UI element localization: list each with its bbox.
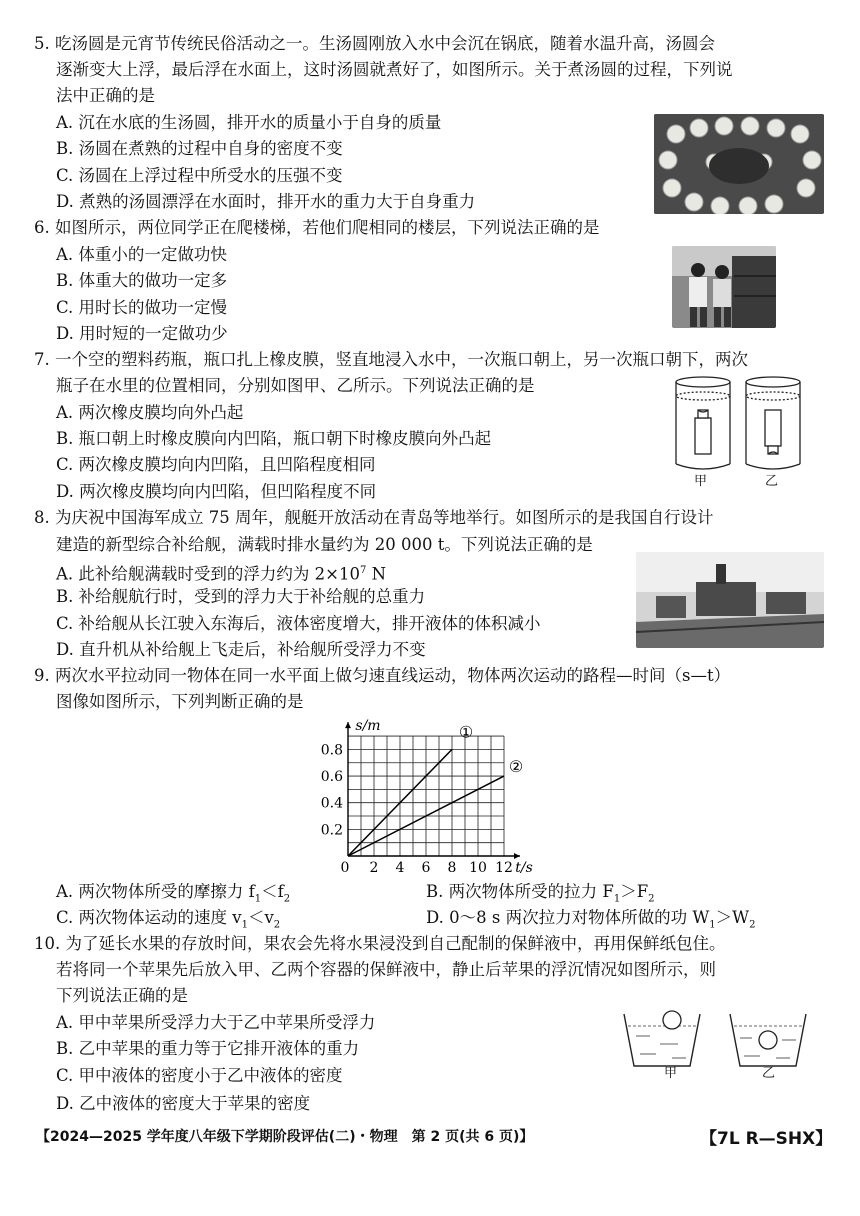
q9-option-d-sub-2: 2	[749, 919, 756, 931]
series-label-2: ②	[508, 757, 524, 777]
x-tick-label: 6	[421, 860, 431, 874]
q9-option-d-sub-1: 1	[709, 919, 716, 931]
q7-option-a: A. 两次橡皮膜均向外凸起	[56, 403, 244, 422]
supply-ship-photo	[636, 552, 824, 648]
bottle-beaker-figure	[668, 374, 808, 492]
q8-option-a-unit: N	[366, 564, 387, 584]
stairs-photo	[672, 246, 776, 328]
q9-option-a-text: A. 两次物体所受的摩擦力 f	[56, 882, 255, 901]
tangyuan-image	[654, 114, 824, 214]
q9-option-d-text: D. 0～8 s 两次拉力对物体所做的功 W	[426, 908, 710, 927]
x-tick-label: 4	[395, 860, 405, 874]
x-tick-label: 8	[447, 860, 457, 874]
x-tick-label: 10	[469, 860, 487, 874]
apple-container-figure	[620, 1010, 810, 1072]
q10-line-2: 若将同一个苹果先后放入甲、乙两个容器的保鲜液中，静止后苹果的浮沉情况如图所示，则	[56, 960, 716, 979]
q9-option-b-sub-1: 1	[613, 893, 621, 905]
q7-figure-label-jia: 甲	[694, 474, 708, 489]
origin-label: 0	[340, 860, 350, 874]
q10-option-c: C. 甲中液体的密度小于乙中液体的密度	[56, 1066, 343, 1085]
series-label-1: ①	[458, 722, 474, 742]
graph-axes	[345, 722, 520, 859]
q6-line-1: 6. 如图所示，两位同学正在爬楼梯，若他们爬相同的楼层，下列说法正确的是	[34, 218, 600, 237]
graph-grid	[348, 736, 504, 856]
q8-option-a-text: A. 此补给舰满载时受到的浮力约为 2×10	[56, 564, 360, 584]
q5-line-2: 逐渐变大上浮，最后浮在水面上，这时汤圆就煮好了，如图所示。关于煮汤圆的过程，下列说	[56, 60, 733, 79]
paper-code: 【7L R—SHX】	[700, 1129, 833, 1149]
q7-option-c: C. 两次橡皮膜均向内凹陷，且凹陷程度相同	[56, 455, 376, 474]
q9-option-c-text: C. 两次物体运动的速度 v	[56, 908, 242, 927]
q9-option-c-sub-2: 2	[273, 919, 281, 931]
q10-figure-label-yi: 乙	[762, 1066, 776, 1081]
q8-option-c: C. 补给舰从长江驶入东海后，液体密度增大，排开液体的体积减小	[56, 614, 541, 633]
q9-option-b-relation: ＞F	[620, 882, 649, 901]
q9-option-b-sub-2: 2	[648, 893, 655, 905]
q8-line-2: 建造的新型综合补给舰，满载时排水量约为 20 000 t。下列说法正确的是	[56, 535, 593, 554]
page-footer: 【2024—2025 学年度八年级下学期阶段评估(二)・物理 第 2 页(共 6 页)】	[36, 1129, 534, 1145]
q7-option-d: D. 两次橡皮膜均向内凹陷，但凹陷程度不同	[56, 482, 377, 501]
q9-option-b-text: B. 两次物体所受的拉力 F	[426, 882, 614, 901]
q5-option-a: A. 沉在水底的生汤圆，排开水的质量小于自身的质量	[56, 113, 442, 132]
supply-ship-image	[636, 552, 824, 648]
q5-line-3: 法中正确的是	[56, 86, 155, 105]
q9-option-a-sub-1: 1	[254, 893, 262, 905]
q6-option-a: A. 体重小的一定做功快	[56, 245, 227, 264]
q5-option-b: B. 汤圆在煮熟的过程中自身的密度不变	[56, 139, 343, 158]
q10-figure-label-jia: 甲	[664, 1066, 678, 1081]
s-t-graph	[318, 702, 548, 874]
q7-line-2: 瓶子在水里的位置相同，分别如图甲、乙所示。下列说法正确的是	[56, 376, 535, 395]
q9-option-d-relation: ＞W	[715, 908, 750, 927]
q10-line-1: 10. 为了延长水果的存放时间，果农会先将水果浸没到自己配制的保鲜液中，再用保鲜纸包住。	[34, 934, 726, 953]
x-axis-arrow	[514, 853, 520, 859]
q9-option-c-sub-1: 1	[241, 919, 248, 931]
q8-option-d: D. 直升机从补给舰上飞走后，补给舰所受浮力不变	[56, 640, 426, 659]
q8-option-b: B. 补给舰航行时，受到的浮力大于补给舰的总重力	[56, 587, 426, 606]
q6-option-c: C. 用时长的做功一定慢	[56, 298, 228, 317]
q9-option-a-relation: ＜f	[261, 882, 284, 901]
q6-option-d: D. 用时短的一定做功少	[56, 324, 228, 343]
x-tick-label: 12	[495, 860, 513, 874]
q7-option-b: B. 瓶口朝上时橡皮膜向内凹陷，瓶口朝下时橡皮膜向外凸起	[56, 429, 492, 448]
y-tick-label: 0.8	[320, 742, 343, 759]
q9-option-a-sub-2: 2	[283, 893, 291, 905]
q9-line-2: 图像如图所示，下列判断正确的是	[56, 692, 304, 711]
x-tick-label: 2	[369, 860, 379, 874]
q8-option-a-exponent: 7	[359, 565, 367, 576]
tangyuan-photo	[654, 114, 824, 214]
x-axis-label: t/s	[515, 860, 533, 874]
q8-line-1: 8. 为庆祝中国海军成立 75 周年，舰艇开放活动在青岛等地举行。如图所示的是我国自行设计	[34, 508, 714, 527]
q5-line-1: 5. 吃汤圆是元宵节传统民俗活动之一。生汤圆刚放入水中会沉在锅底，随着水温升高，汤圆会	[34, 34, 715, 53]
stairs-image	[672, 246, 776, 328]
q8-option-a	[56, 559, 386, 587]
q7-figure-label-yi: 乙	[765, 474, 779, 489]
q10-option-a: A. 甲中苹果所受浮力大于乙中苹果所受浮力	[56, 1013, 376, 1032]
q7-line-1: 7. 一个空的塑料药瓶，瓶口扎上橡皮膜，竖直地浸入水中，一次瓶口朝上，另一次瓶口朝下，两次	[34, 350, 748, 369]
q5-option-d: D. 煮熟的汤圆漂浮在水面时，排开水的重力大于自身重力	[56, 192, 476, 211]
q10-option-b: B. 乙中苹果的重力等于它排开液体的重力	[56, 1039, 360, 1058]
y-axis-label: s/m	[355, 718, 381, 735]
q9-option-c-relation: ＜v	[247, 908, 274, 927]
q6-option-b: B. 体重大的做功一定多	[56, 271, 228, 290]
q5-option-c: C. 汤圆在上浮过程中所受水的压强不变	[56, 166, 343, 185]
q10-option-d: D. 乙中液体的密度大于苹果的密度	[56, 1094, 311, 1113]
q9-line-1: 9. 两次水平拉动同一物体在同一水平面上做匀速直线运动，物体两次运动的路程—时间（s—t）	[34, 666, 731, 685]
y-axis-arrow	[345, 722, 351, 728]
q10-line-3: 下列说法正确的是	[56, 986, 188, 1005]
y-tick-label: 0.6	[320, 769, 343, 786]
y-tick-label: 0.2	[320, 822, 343, 839]
y-tick-label: 0.4	[320, 795, 343, 812]
